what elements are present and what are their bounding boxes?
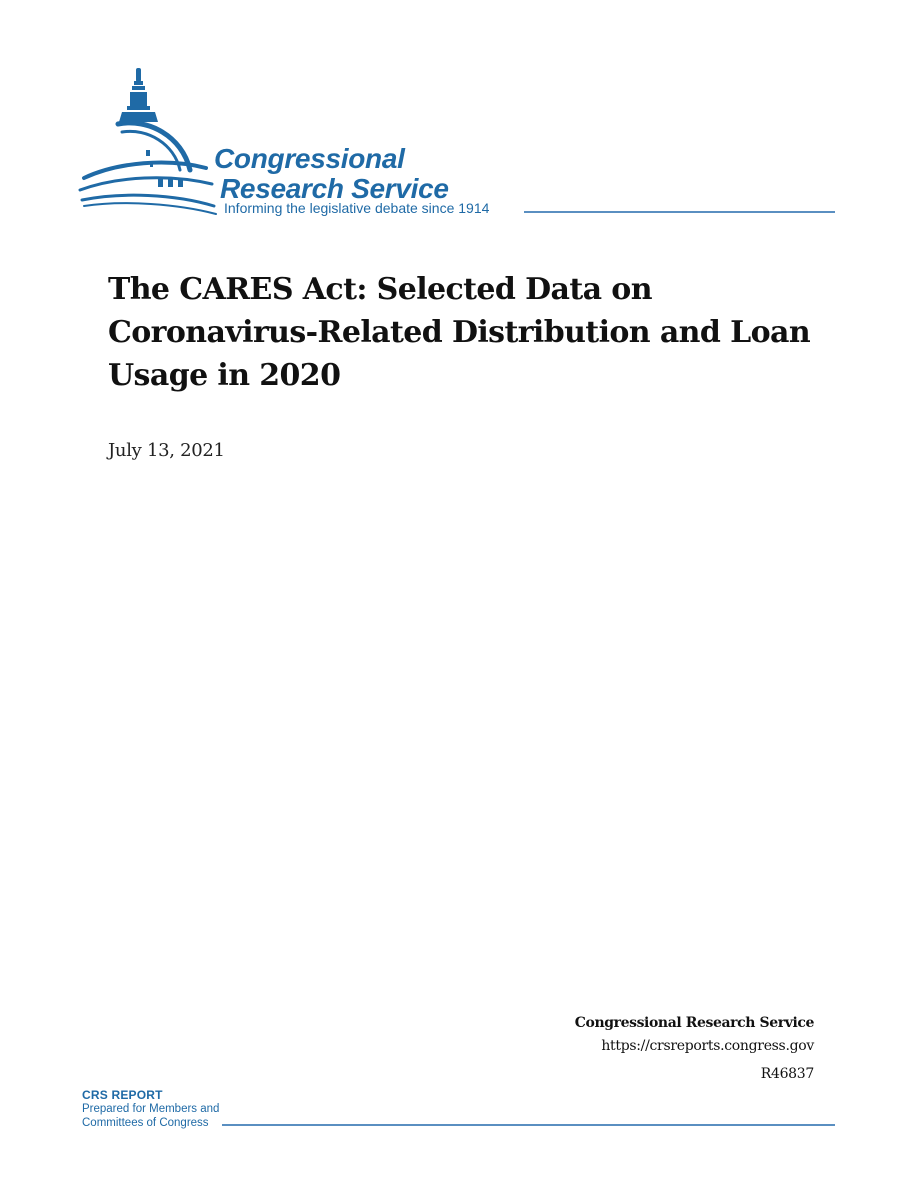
logo-tagline: Informing the legislative debate since 1914	[224, 200, 490, 216]
crs-logo-wordmark	[214, 144, 449, 204]
prepared-for-line: Prepared for Members and	[82, 1103, 220, 1115]
document-title	[108, 268, 828, 397]
report-number: R46837	[760, 1066, 814, 1082]
logo-line-research-service: Research Service	[220, 173, 449, 204]
crs-report-label-block	[82, 1088, 219, 1130]
prepared-for-line: Committees of Congress	[82, 1117, 209, 1129]
capitol-dome-icon	[78, 66, 218, 218]
title-line: Usage in 2020	[108, 358, 341, 393]
crs-website-link[interactable]: https://crsreports.congress.gov	[601, 1038, 814, 1054]
crs-report-label: CRS REPORT	[82, 1088, 163, 1102]
organization-name: Congressional Research Service	[574, 1015, 814, 1031]
title-line: The CARES Act: Selected Data on	[108, 272, 652, 307]
footer-divider	[222, 1124, 835, 1126]
logo-line-congressional: Congressional	[214, 143, 405, 174]
title-line: Coronavirus-Related Distribution and Loan	[108, 315, 811, 350]
document-date: July 13, 2021	[108, 440, 225, 461]
header-divider	[524, 211, 835, 213]
crs-info-block	[575, 1013, 814, 1085]
